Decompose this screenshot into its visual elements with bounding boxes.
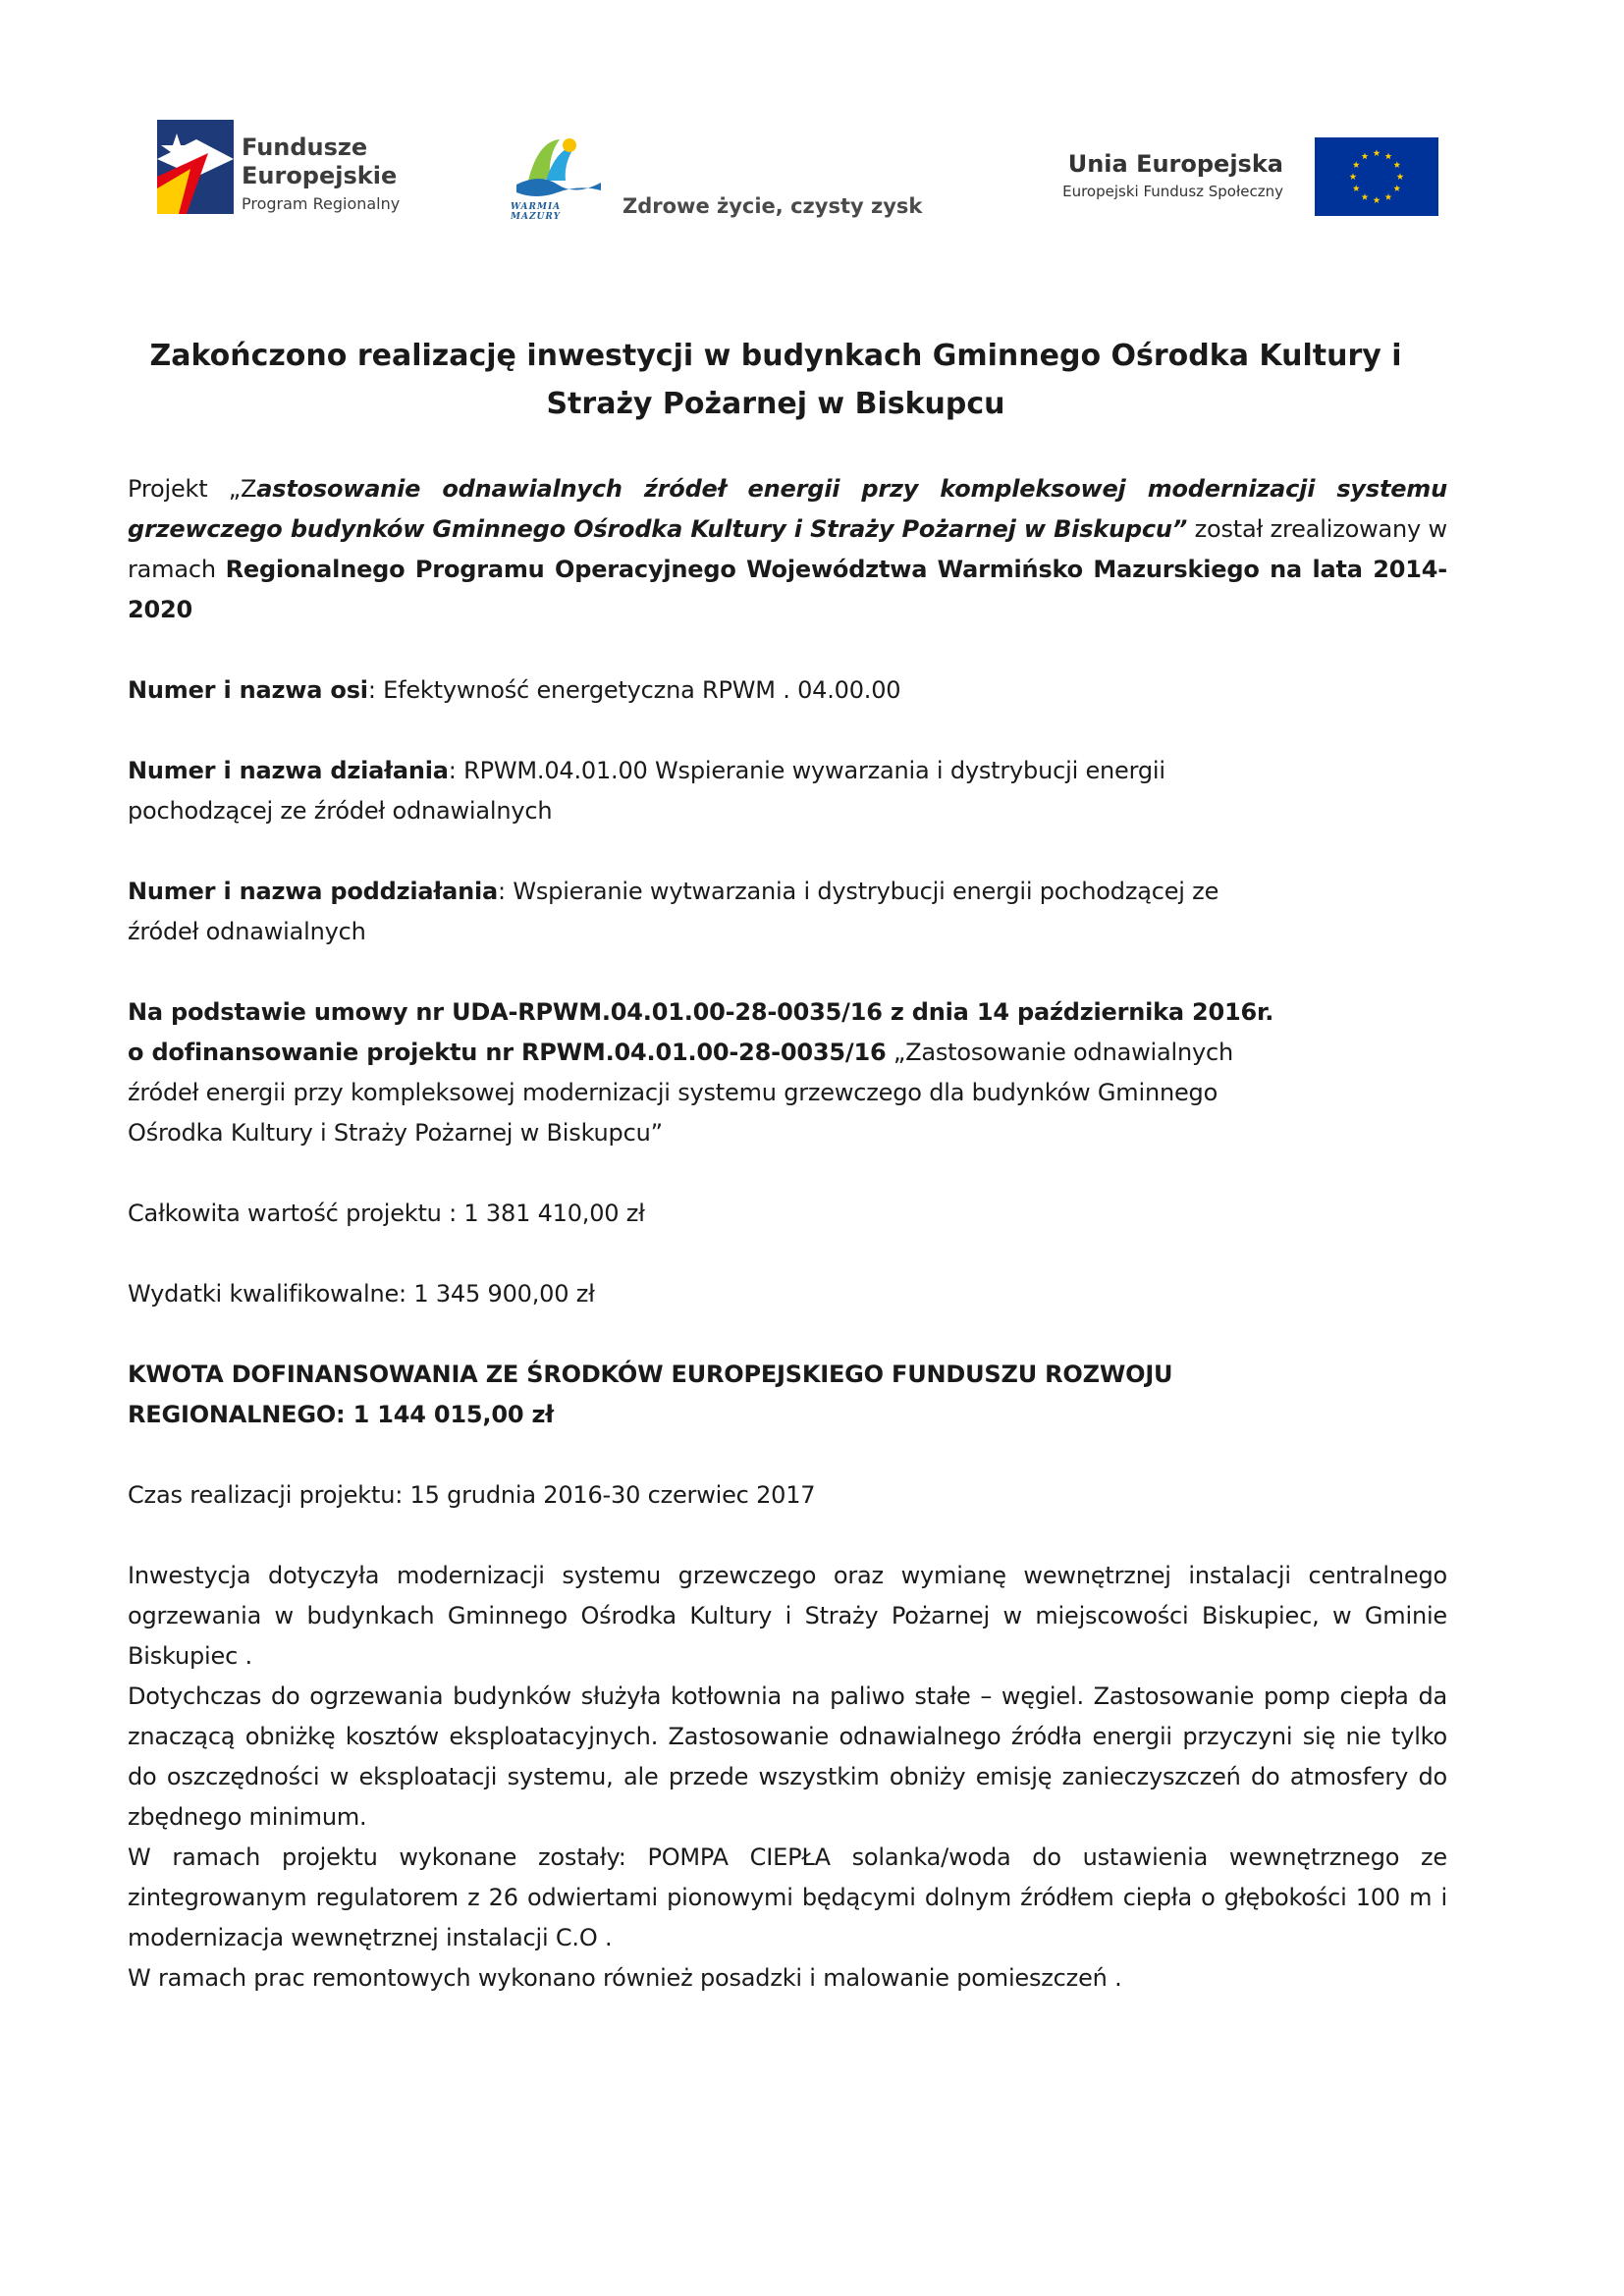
agreement-line-2-bold: o dofinansowanie projektu nr RPWM.04.01.00-28-0035/16 [128, 1039, 887, 1066]
project-name: astosowanie odnawialnych źródeł energii przy kompleksowej modernizacji systemu grzewczego budynków Gminnego Ośrodka Kultury i Straży Pożarnej w Biskupcu” [128, 475, 1447, 543]
program-name: Regionalnego Programu Operacyjnego Województwa Warmińsko Mazurskiego na lata 2014-2020 [128, 556, 1447, 623]
description-p3: W ramach projektu wykonane zostały: POMPA CIEPŁA solanka/woda do ustawienia wewnętrznego ze zintegrowanym regulatorem z 26 odwiertami pionowymi będącymi dolnym źródłem ciepła o głębokości 100 m i modernizacja wewnętrznej instalacji C.O . [128, 1843, 1447, 1951]
total-value: Całkowita wartość projektu : 1 381 410,00 zł [128, 1200, 645, 1227]
fe-logo-line1: Fundusze [242, 133, 368, 161]
warmia-mazury-emblem-icon [511, 135, 605, 204]
action-line [128, 751, 1447, 831]
document-body [128, 469, 1447, 1999]
fe-star-icon [157, 120, 234, 214]
agreement-line-1: Na podstawie umowy nr UDA-RPWM.04.01.00-28-0035/16 z dnia 14 października 2016r. [128, 998, 1274, 1026]
description-p2: Dotychczas do ogrzewania budynków służyła kotłownia na paliwo stałe – węgiel. Zastosowanie pomp ciepła da znaczącą obniżkę kosztów eksploatacyjnych. Zastosowanie odnawialnego źródła energii przyczyni się nie tylko do oszczędności w eksploatacji systemu, ale przede wszystkim obniży emisję zanieczyszczeń do atmosfery do zbędnego minimum. [128, 1682, 1447, 1831]
project-paragraph [128, 469, 1447, 630]
agreement-line-3: źródeł energii przy kompleksowej modernizacji systemu grzewczego dla budynków Gminnego [128, 1079, 1218, 1106]
subaction-value: : Wspieranie wytwarzania i dystrybucji energii pochodzącej ze [498, 878, 1219, 905]
agreement-line-2-rest: „Zastosowanie odnawialnych [886, 1039, 1233, 1066]
action-value: : RPWM.04.01.00 Wspieranie wywarzania i dystrybucji energii [448, 757, 1165, 784]
funding-line-2: REGIONALNEGO: 1 144 015,00 zł [128, 1401, 554, 1428]
fe-logo-line2: Europejskie [242, 162, 398, 189]
description-p1: Inwestycja dotyczyła modernizacji systemu grzewczego oraz wymianę wewnętrznej instalacji centralnego ogrzewania w budynkach Gminnego Ośrodka Kultury i Straży Pożarnej w miejscowości Biskupiec, w Gminie Biskupiec . [128, 1562, 1447, 1670]
eu-flag-icon [1315, 137, 1438, 216]
agreement-paragraph [128, 992, 1447, 1153]
warmia-mazury-caption: WARMIA MAZURY [511, 202, 562, 222]
subaction-value-cont: źródeł odnawialnych [128, 918, 366, 945]
description-p4: W ramach prac remontowych wykonano również posadzki i malowanie pomieszczeń . [128, 1964, 1122, 1992]
funding-line-1: KWOTA DOFINANSOWANIA ZE ŚRODKÓW EUROPEJSKIEGO FUNDUSZU ROZWOJU [128, 1361, 1173, 1388]
axis-label: Numer i nazwa osi [128, 676, 368, 704]
project-prefix: Projekt „Z [128, 475, 257, 503]
title-line-2: Straży Pożarnej w Biskupcu [546, 387, 1005, 421]
page-title [118, 332, 1434, 428]
warmia-mazury-logo [511, 135, 933, 224]
title-line-1: Zakończono realizację inwestycji w budynkach Gminnego Ośrodka Kultury i [149, 339, 1402, 373]
unia-europejska-logo [1006, 137, 1438, 218]
fe-logo-line3: Program Regionalny [242, 194, 401, 213]
axis-value: : Efektywność energetyczna RPWM . 04.00.00 [367, 676, 901, 704]
project-duration: Czas realizacji projektu: 15 grudnia 2016-30 czerwiec 2017 [128, 1481, 816, 1509]
ue-logo-line1: Unia Europejska [1067, 150, 1283, 178]
axis-line [128, 670, 1447, 711]
fundusze-europejskie-logo [157, 120, 452, 228]
action-value-cont: pochodzącej ze źródeł odnawialnych [128, 797, 553, 825]
ue-logo-line2: Europejski Fundusz Społeczny [1062, 183, 1283, 200]
subaction-line [128, 872, 1447, 952]
action-label: Numer i nazwa działania [128, 757, 449, 784]
subaction-label: Numer i nazwa poddziałania [128, 878, 499, 905]
agreement-line-4: Ośrodka Kultury i Straży Pożarnej w Biskupcu” [128, 1119, 663, 1147]
project-mid: został zrealizowany w ramach [128, 515, 1447, 583]
eligible-expenses: Wydatki kwalifikowalne: 1 345 900,00 zł [128, 1280, 595, 1308]
warmia-mazury-slogan: Zdrowe życie, czysty zysk [623, 194, 923, 218]
funding-amount [128, 1355, 1447, 1435]
